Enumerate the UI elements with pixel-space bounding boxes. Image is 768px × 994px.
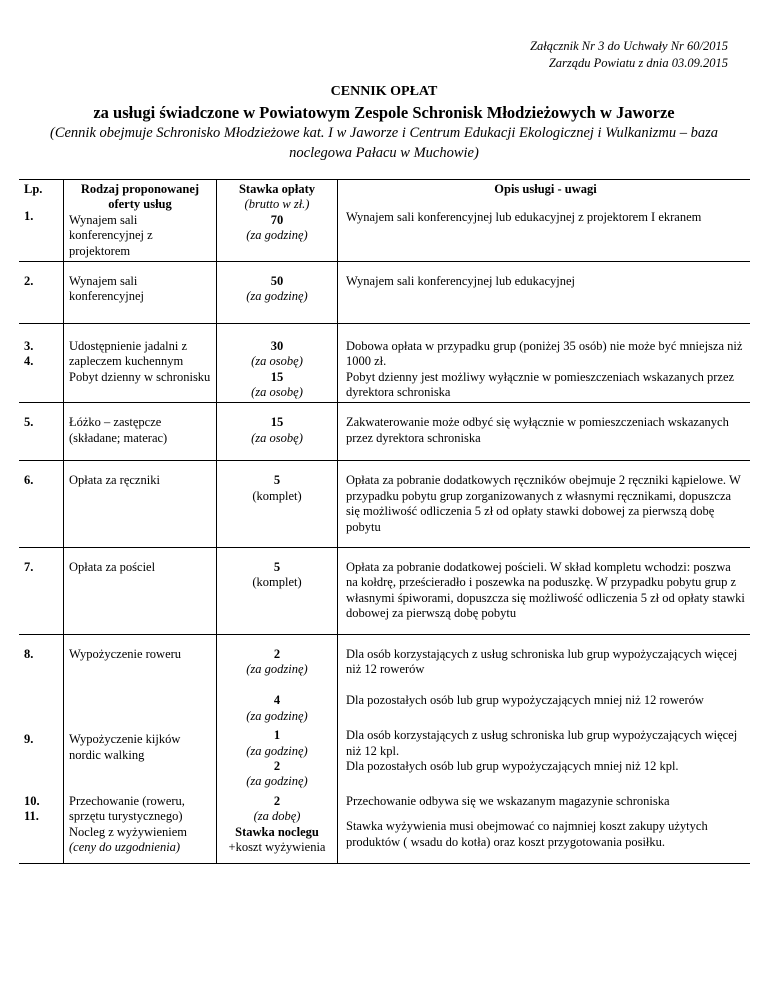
- row-8b-unit: (za godzinę): [246, 708, 308, 723]
- row-9-service: Wypożyczenie kijków nordic walking: [69, 732, 181, 762]
- row-6-unit: (komplet): [252, 488, 302, 503]
- table-row: [19, 792, 750, 864]
- row-4-unit: (za osobę): [251, 385, 303, 400]
- row-7-desc: Opłata za pobranie dodatkowej pościeli. W skład kompletu wchodzi: poszwa na kołdrę, prześcieradło i poszewka na poduszkę. W przypadku pobytu grup z własnymi śpiworami, dopuszcza się możliwość odliczenia 5 zł od opłaty stawki dobowej za pierwszą dobę pobytu: [346, 559, 745, 621]
- row-5-desc: Zakwaterowanie może odbyć się wyłącznie w pomieszczeniach wskazanych przez dyrektora schroniska: [346, 415, 729, 445]
- row-11-desc: Stawka wyżywienia musi obejmować co najmniej koszt zakupy użytych produktów ( wsadu do kotła) oraz koszt przygotowania posiłku.: [346, 819, 708, 849]
- row-6-service: Opłata za ręczniki: [69, 473, 160, 488]
- row-1-service: Wynajem sali konferencyjnej z projektorem: [69, 212, 153, 258]
- row-3-price: 30: [270, 338, 284, 353]
- row-4-lp: 4.: [24, 354, 34, 369]
- header-rate: Stawka opłaty: [238, 182, 316, 196]
- row-3-unit: (za osobę): [251, 354, 303, 369]
- row-10-unit: (za dobę): [253, 809, 301, 824]
- document-scope-note: (Cennik obejmuje Schronisko Młodzieżowe kat. I w Jaworze i Centrum Edukacji Ekologicznej i Wulkanizmu – baza noclegowa Pałacu w Muchowie): [50, 125, 718, 161]
- row-3-desc: Dobowa opłata w przypadku grup (poniżej 35 osób) nie może być mniejsza niż 1000 zł.: [346, 338, 743, 369]
- row-10-lp: 10.: [24, 793, 40, 808]
- row-11-price: Stawka noclegu: [235, 824, 319, 839]
- row-4-service: Pobyt dzienny w schronisku: [69, 369, 211, 384]
- row-9-desc: Dla osób korzystających z usług schroniska lub grup wypożyczających więcej niż 12 kpl.: [346, 728, 738, 758]
- row-2-desc: Wynajem sali konferencyjnej lub edukacyjnej: [346, 274, 576, 289]
- row-8-unit: (za godzinę): [246, 661, 308, 676]
- table-row: [19, 634, 750, 679]
- row-6-desc: Opłata za pobranie dodatkowych ręczników obejmuje 2 ręczniki kąpielowe. W przypadku pobytu grup zorganizowanych z własnymi ręcznikami, dopuszcza się możliwość odliczenia 5 zł od opłaty stawki dobowej za pierwszą dobę pobytu: [346, 473, 741, 534]
- row-7-unit: (komplet): [252, 575, 302, 590]
- row-10-price: 2: [273, 793, 281, 808]
- row-7-lp: 7.: [24, 559, 34, 574]
- row-5-price: 15: [270, 415, 284, 430]
- row-5-service: Łóżko – zastępcze (składane; materac): [69, 415, 168, 445]
- header-rate-note: (brutto w zł.): [244, 197, 310, 212]
- row-9b-desc: Dla pozostałych osób lub grup wypożyczających mniej niż 12 kpl.: [346, 758, 679, 773]
- row-6-price: 5: [273, 473, 281, 488]
- table-row: [19, 679, 750, 726]
- table-row: [19, 547, 750, 634]
- row-9b-price: 2: [273, 758, 281, 773]
- row-1-lp: 1.: [24, 209, 34, 224]
- row-4-price: 15: [270, 369, 284, 384]
- price-table: [19, 179, 750, 864]
- row-1-unit: (za godzinę): [246, 228, 308, 243]
- row-9-unit: (za godzinę): [246, 743, 308, 758]
- row-7-service: Opłata za pościel: [69, 559, 156, 574]
- table-row: [19, 403, 750, 461]
- row-1-desc: Wynajem sali konferencyjnej lub edukacyjnej z projektorem I ekranem: [346, 210, 702, 225]
- row-1-price: 70: [270, 212, 284, 227]
- row-11-service-note: (ceny do uzgodnienia): [69, 840, 181, 854]
- row-5-unit: (za osobę): [251, 430, 303, 445]
- row-9-price: 1: [273, 728, 281, 743]
- row-6-lp: 6.: [24, 473, 34, 488]
- row-3-service: Udostępnienie jadalni z zapleczem kuchennym: [69, 338, 188, 369]
- row-9-lp: 9.: [24, 732, 34, 747]
- row-9b-unit: (za godzinę): [246, 774, 308, 789]
- table-row: [19, 461, 750, 548]
- row-5-lp: 5.: [24, 415, 34, 430]
- row-8-lp: 8.: [24, 646, 34, 661]
- row-3-lp: 3.: [24, 338, 34, 353]
- row-2-price: 50: [270, 274, 284, 289]
- row-8-service: Wypożyczenie roweru: [69, 646, 182, 661]
- table-row: [19, 262, 750, 324]
- table-row: [19, 323, 750, 403]
- table-header-row: [19, 180, 750, 262]
- row-8-price: 2: [273, 646, 281, 661]
- row-10-service: Przechowanie (roweru, sprzętu turystycznego): [69, 793, 185, 824]
- row-11-unit: +koszt wyżywienia: [228, 840, 326, 854]
- row-2-lp: 2.: [24, 274, 34, 289]
- row-11-lp: 11.: [24, 809, 39, 824]
- row-7-price: 5: [273, 559, 281, 574]
- header-service: Rodzaj proponowanej oferty usług: [80, 182, 200, 212]
- row-8b-price: 4: [273, 693, 281, 708]
- document-title: CENNIK OPŁAT: [330, 84, 438, 99]
- header-desc: Opis usługi - uwagi: [494, 182, 597, 196]
- annex-line-2: Zarządu Powiatu z dnia 03.09.2015: [548, 56, 728, 70]
- row-10-desc: Przechowanie odbywa się we wskazanym magazynie schroniska: [346, 793, 670, 808]
- row-8b-desc: Dla pozostałych osób lub grup wypożyczających mniej niż 12 rowerów: [346, 693, 704, 708]
- row-2-unit: (za godzinę): [246, 289, 308, 304]
- annex-line-1: Załącznik Nr 3 do Uchwały Nr 60/2015: [530, 39, 728, 53]
- row-2-service: Wynajem sali konferencyjnej: [69, 274, 144, 304]
- annex-note: [530, 38, 728, 72]
- row-11-service: Nocleg z wyżywieniem: [69, 824, 188, 839]
- table-row: [19, 726, 750, 792]
- row-4-desc: Pobyt dzienny jest możliwy wyłącznie w pomieszczeniach wskazanych przez dyrektora schroniska: [346, 369, 735, 400]
- header-lp: Lp.: [24, 182, 43, 196]
- row-8-desc: Dla osób korzystających z usług schroniska lub grup wypożyczających więcej niż 12 rowerów: [346, 646, 738, 676]
- document-subtitle: za usługi świadczone w Powiatowym Zespole Schronisk Młodzieżowych w Jaworze: [93, 103, 675, 122]
